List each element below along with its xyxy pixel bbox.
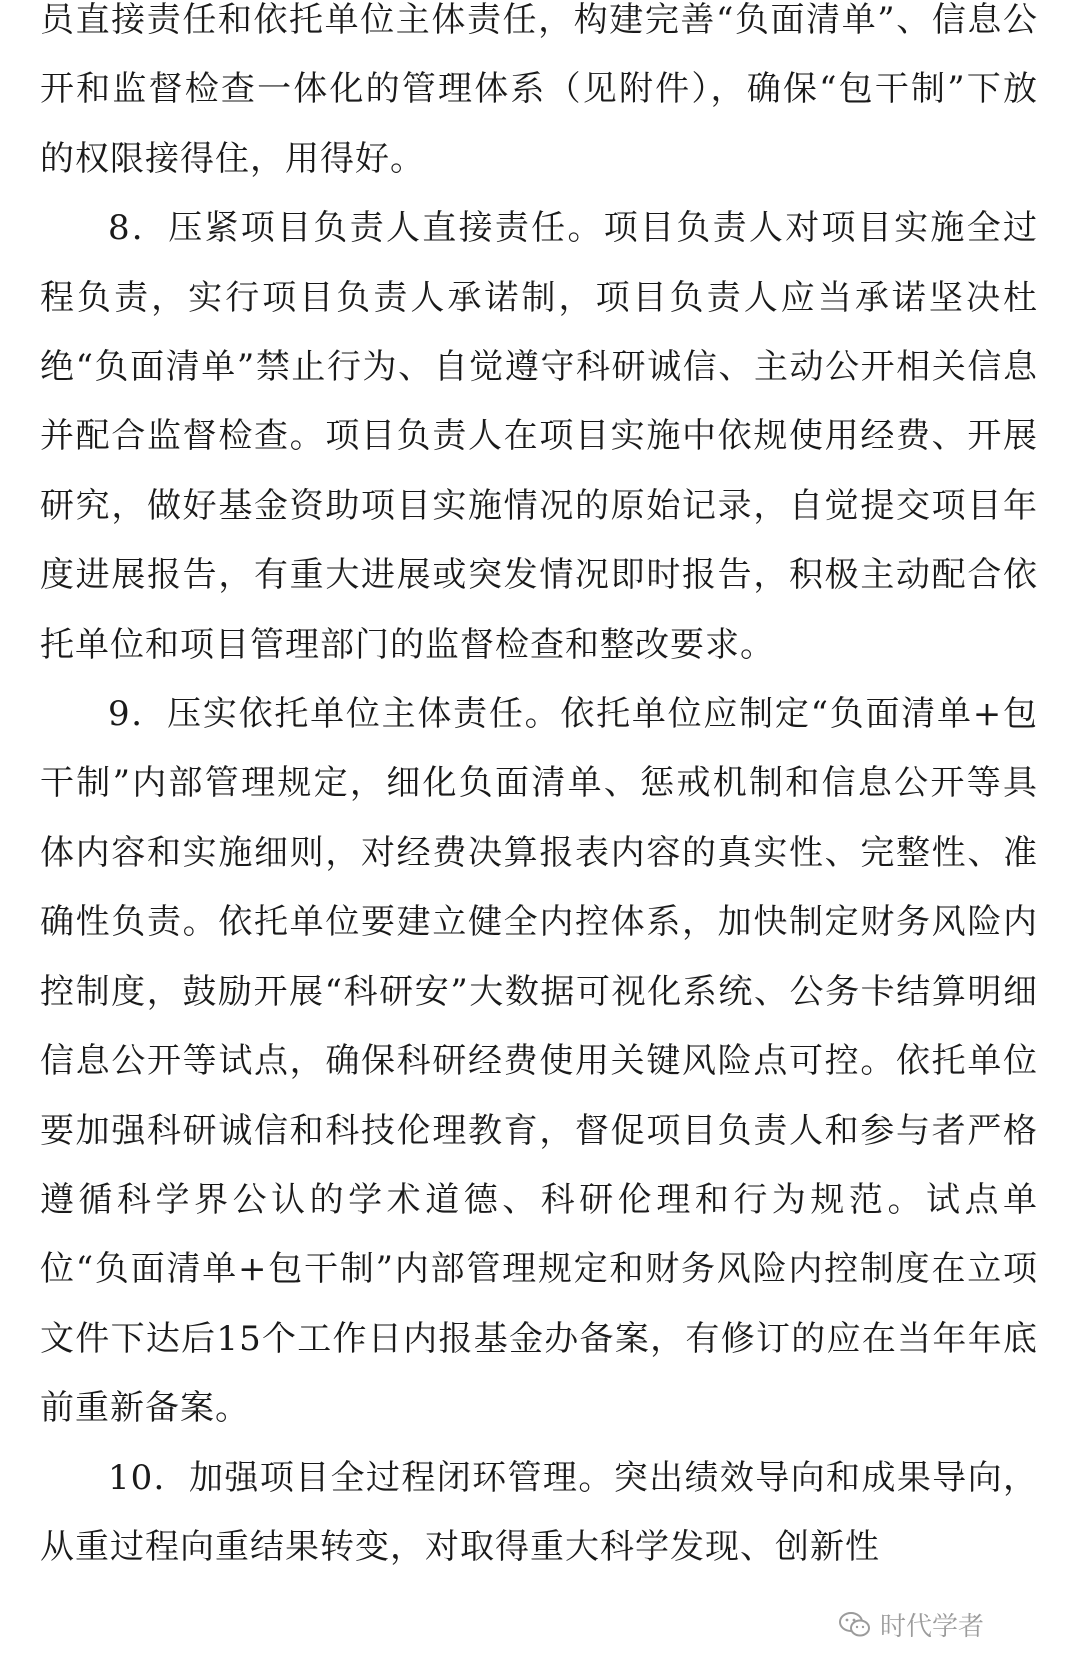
watermark-text: 时代学者 — [879, 1612, 984, 1642]
paragraph-continued: 员直接责任和依托单位主体责任，构建完善“负面清单”、信息公开和监督检查一体化的管理体系（见附件），确保“包干制”下放的权限接得住，用得好。 — [40, 0, 1038, 179]
paragraph-item-10: 10．加强项目全过程闭环管理。突出绩效导向和成果导向，从重过程向重结果转变，对取得重大科学发现、创新性 — [40, 1457, 1038, 1567]
paragraph-item-9: 9．压实依托单位主体责任。依托单位应制定“负面清单+包干制”内部管理规定，细化负面清单、惩戒机制和信息公开等具体内容和实施细则，对经费决算报表内容的真实性、完整性、准确性负责。依托单位要建立健全内控体系，加快制定财务风险内控制度，鼓励开展“科研安”大数据可视化系统、公务卡结算明细信息公开等试点，确保科研经费使用关键风险点可控。依托单位要加强科研诚信和科技伦理教育，督促项目负责人和参与者严格遵循科学界公认的学术道德、科研伦理和行为规范。试点单位“负面清单+包干制”内部管理规定和财务风险内控制度在立项文件下达后15个工作日内报基金办备案，有修订的应在当年年底前重新备案。 — [40, 694, 1038, 1429]
watermark — [838, 1606, 984, 1643]
paragraph-item-8: 8．压紧项目负责人直接责任。项目负责人对项目实施全过程负责，实行项目负责人承诺制，项目负责人应当承诺坚决杜绝“负面清单”禁止行为、自觉遵守科研诚信、主动公开相关信息并配合监督检查。项目负责人在项目实施中依规使用经费、开展研究，做好基金资助项目实施情况的原始记录，自觉提交项目年度进展报告，有重大进展或突发情况即时报告，积极主动配合依托单位和项目管理部门的监督检查和整改要求。 — [40, 208, 1038, 665]
wechat-icon — [838, 1611, 872, 1639]
